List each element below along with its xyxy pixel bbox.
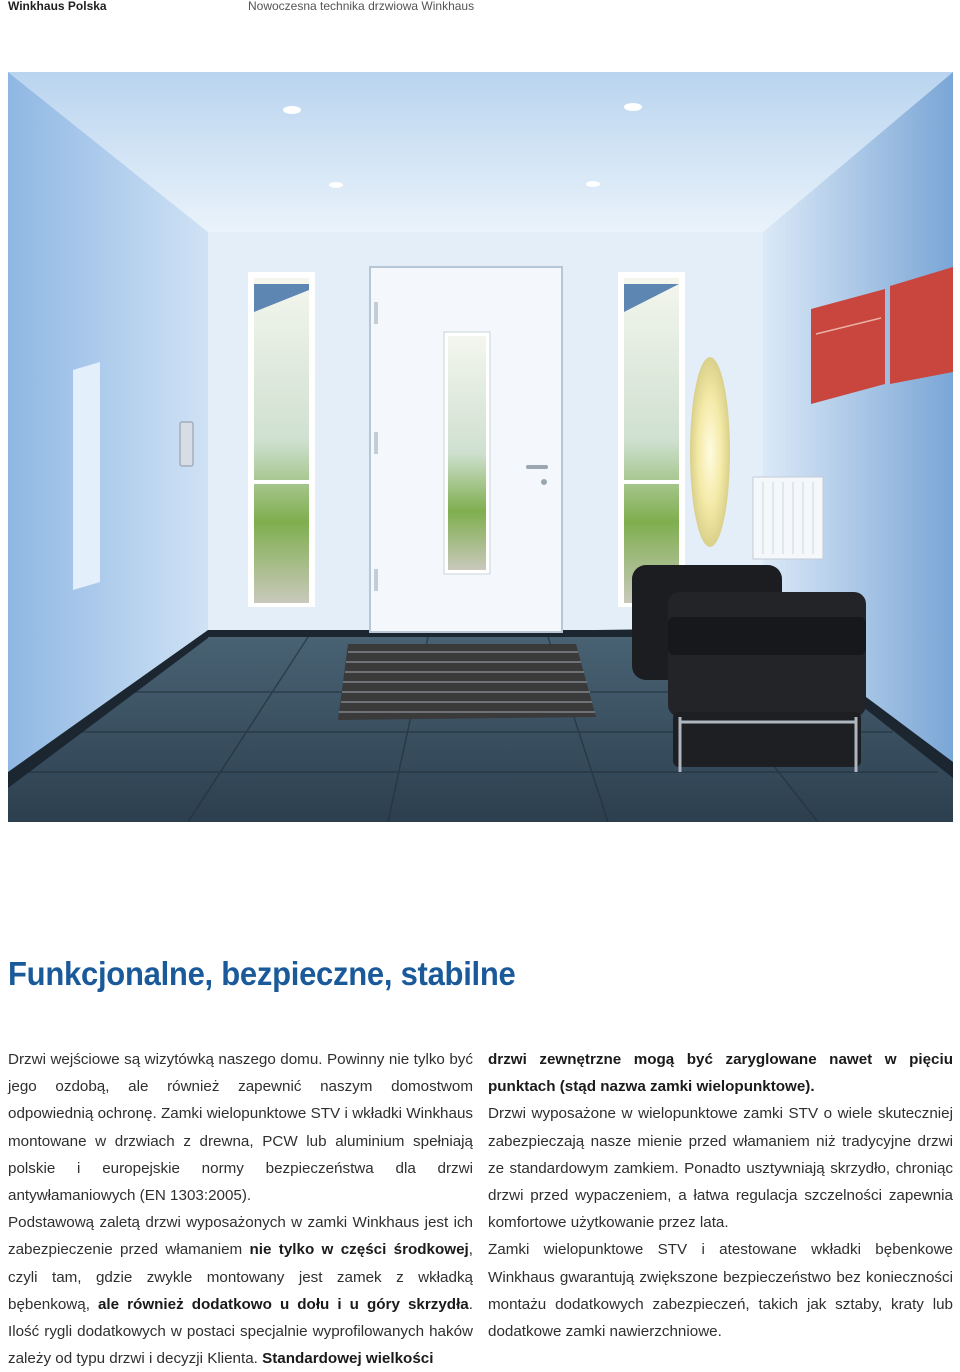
right-paragraph-2: Drzwi wyposażone w wielopunktowe zamki STV o wiele skuteczniej zabezpieczają nasze mienie przed włamaniem niż tradycyjne drzwi ze standardowym zamkiem. Ponadto usztywniają skrzydło, chroniąc drzwi przed wypaczeniem, a łatwa regulacja szczelności zapewnia komfortowe użytkowanie przez lata.	[488, 1105, 953, 1232]
header-subtitle: Nowoczesna technika drzwiowa Winkhaus	[248, 0, 475, 13]
hallway-photo	[8, 72, 953, 822]
right-paragraph-3: Zamki wielopunktowe STV i atestowane wkładki bębenkowe Winkhaus gwarantują zwiększone bezpieczeństwo bez konieczności montażu dodatkowych zabezpieczeń, takich jak sztaby, kraty lub dodatkowe zamki nawierzchniowe.	[488, 1241, 953, 1341]
brand-name: Winkhaus Polska	[8, 0, 107, 13]
left-paragraph-2: Podstawową zaletą drzwi wyposażonych w zamki Winkhaus jest ich zabezpieczenie przed włamaniem nie tylko w części środkowej, czyli tam, gdzie zwykle montowany jest zamek z wkładką bębenkową, ale również dodatkowo u dołu i u góry skrzydła. Ilość rygli dodatkowych w postaci specjalnie wyprofilowanych haków zależy od typu drzwi i decyzji Klienta. Standardowej wielkości	[8, 1214, 473, 1368]
page-header	[0, 0, 960, 14]
right-paragraph-1: drzwi zewnętrzne mogą być zaryglowane nawet w pięciu punktach (stąd nazwa zamki wielopunktowe).	[488, 1051, 953, 1096]
right-column	[488, 1046, 953, 1345]
left-column	[8, 1046, 473, 1372]
section-heading: Funkcjonalne, bezpieczne, stabilne	[8, 955, 516, 992]
left-paragraph-1: Drzwi wejściowe są wizytówką naszego domu. Powinny nie tylko być jego ozdobą, ale również zapewnić naszym domostwom odpowiednią ochronę. Zamki wielopunktowe STV i wkładki Winkhaus montowane w drzwiach z drewna, PCW lub aluminium spełniają polskie i europejskie normy bezpieczeństwa dla drzwi antywłamaniowych (EN 1303:2005).	[8, 1051, 473, 1205]
